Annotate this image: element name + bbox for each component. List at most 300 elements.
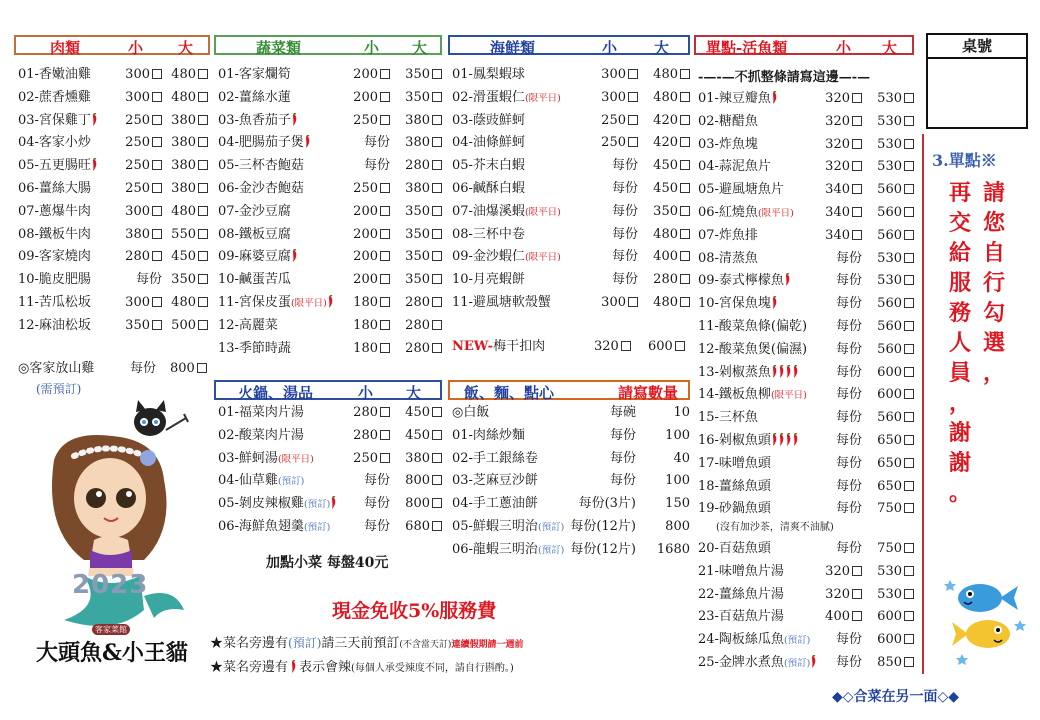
sea-item[interactable] — [452, 110, 692, 133]
large-checkbox[interactable] — [904, 435, 914, 445]
veg-item[interactable] — [218, 110, 444, 133]
large-price-cell — [405, 178, 442, 201]
item-name-text: 12-酸菜魚煲(偏濕) — [698, 341, 808, 357]
veg-item[interactable] — [218, 201, 444, 224]
hotpot-item[interactable] — [218, 516, 444, 539]
meat-item[interactable] — [18, 132, 210, 155]
item-name-text: 03-蔭豉鮮蚵 — [452, 112, 525, 128]
small-price: 每份 — [835, 455, 862, 471]
large-price: 450 — [653, 180, 678, 196]
small-checkbox[interactable] — [852, 611, 862, 621]
sea-item[interactable] — [452, 132, 692, 155]
large-checkbox[interactable] — [904, 634, 914, 644]
small-checkbox[interactable] — [380, 69, 390, 79]
small-checkbox[interactable] — [852, 184, 862, 194]
large-checkbox[interactable] — [904, 503, 914, 513]
large-checkbox[interactable] — [432, 92, 442, 102]
rice-item[interactable] — [452, 448, 692, 471]
item-name-text: 05-鮮蝦三明治 — [452, 518, 538, 534]
large-checkbox[interactable] — [198, 320, 208, 330]
small-price-cell — [364, 155, 390, 178]
rice-item[interactable] — [452, 493, 692, 516]
rice-item[interactable] — [452, 470, 692, 493]
veg-item[interactable] — [218, 269, 444, 292]
large-checkbox[interactable] — [904, 161, 914, 171]
sea-item[interactable] — [452, 292, 692, 315]
small-checkbox[interactable] — [380, 206, 390, 216]
table-number-label: 桌號 — [928, 35, 1026, 59]
sea-item[interactable] — [452, 201, 692, 224]
veg-small-label: 小 — [364, 39, 380, 57]
large-checkbox[interactable] — [432, 320, 442, 330]
veg-item[interactable] — [218, 64, 444, 87]
small-checkbox[interactable] — [380, 297, 390, 307]
fish-item[interactable] — [698, 362, 918, 385]
item-name-text: 17-味噌魚頭 — [698, 455, 771, 471]
large-checkbox[interactable] — [432, 475, 442, 485]
veg-list — [218, 64, 444, 360]
seafood-new-item[interactable] — [452, 336, 692, 358]
small-price: 300 — [601, 294, 626, 310]
large-price: 680 — [405, 518, 430, 534]
large-price-cell — [673, 402, 690, 425]
small-price: 每份 — [609, 427, 636, 443]
large-price-cell — [877, 498, 914, 521]
weekday-only-tag: (限平日) — [524, 252, 561, 264]
small-price-cell — [125, 64, 162, 87]
fish-item[interactable] — [698, 88, 918, 111]
item-name-text: 01-香嫩油雞 — [18, 67, 91, 82]
small-checkbox[interactable] — [380, 183, 390, 193]
rice-item[interactable] — [452, 539, 692, 562]
large-checkbox[interactable] — [680, 229, 690, 239]
small-checkbox[interactable] — [380, 453, 390, 463]
large-price-cell — [653, 87, 690, 110]
small-price-cell — [136, 269, 162, 292]
meat-extra-checkbox[interactable] — [197, 363, 207, 373]
large-checkbox[interactable] — [680, 206, 690, 216]
fish2-item[interactable] — [698, 629, 918, 652]
small-checkbox[interactable] — [152, 137, 162, 147]
large-checkbox[interactable] — [432, 160, 442, 170]
fish-item[interactable] — [698, 179, 918, 202]
large-price: 530 — [877, 563, 902, 579]
small-checkbox[interactable] — [628, 92, 638, 102]
item-name-text: 09-金沙蝦仁 — [452, 249, 525, 265]
fish-item[interactable] — [698, 476, 918, 499]
small-checkbox[interactable] — [628, 137, 638, 147]
large-checkbox[interactable] — [198, 137, 208, 147]
meat-item[interactable] — [18, 155, 210, 178]
large-checkbox[interactable] — [904, 589, 914, 599]
item-name-text: 18-薑絲魚頭 — [698, 478, 771, 494]
large-price: 450 — [405, 427, 430, 443]
item-name-text: 01-肉絲炒麵 — [452, 427, 525, 443]
large-checkbox[interactable] — [432, 206, 442, 216]
seafood-new-label — [452, 336, 545, 358]
large-checkbox[interactable] — [198, 160, 208, 170]
footnote-spicy — [210, 656, 514, 675]
small-checkbox[interactable] — [152, 92, 162, 102]
veg-item[interactable] — [218, 246, 444, 269]
meat-item[interactable] — [18, 224, 210, 247]
large-checkbox[interactable] — [680, 115, 690, 125]
large-checkbox[interactable] — [904, 458, 914, 468]
small-checkbox[interactable] — [152, 69, 162, 79]
small-price: 320 — [825, 91, 850, 106]
veg-item[interactable] — [218, 338, 444, 361]
item-name — [218, 425, 304, 448]
large-checkbox[interactable] — [432, 115, 442, 125]
chili-icon — [771, 365, 778, 378]
small-price: 200 — [353, 226, 378, 242]
instruction-char: 請 — [982, 180, 1005, 206]
fish-item[interactable] — [698, 316, 918, 339]
meat-item[interactable] — [18, 315, 210, 338]
meat-item[interactable] — [18, 178, 210, 201]
rice-item[interactable] — [452, 516, 692, 539]
large-checkbox[interactable] — [904, 139, 914, 149]
small-price: 每份 — [835, 250, 862, 266]
small-price: 180 — [353, 317, 378, 333]
meat-item[interactable] — [18, 246, 210, 269]
item-name — [452, 201, 561, 225]
large-price: 450 — [405, 405, 430, 420]
large-price: 150 — [665, 496, 690, 512]
fish-item[interactable] — [698, 407, 918, 430]
large-checkbox[interactable] — [680, 92, 690, 102]
small-price-cell — [836, 270, 862, 293]
large-price-cell — [653, 64, 690, 87]
small-price-cell — [364, 470, 390, 493]
veg-item[interactable] — [218, 292, 444, 315]
fish-item[interactable] — [698, 134, 918, 157]
small-price-cell — [364, 516, 390, 539]
rice-item[interactable] — [452, 402, 692, 425]
item-name — [18, 155, 98, 178]
item-name-text: 02-滑蛋蝦仁 — [452, 89, 525, 105]
large-checkbox[interactable] — [432, 498, 442, 508]
brand-logo: 大頭魚&小王貓 — [36, 640, 188, 666]
item-name-text: 06-龍蝦三明治 — [452, 541, 538, 557]
large-checkbox[interactable] — [198, 229, 208, 239]
reservation-tag: (預訂) — [303, 499, 331, 511]
veg-item[interactable] — [218, 315, 444, 338]
small-checkbox[interactable] — [380, 407, 390, 417]
meat-item[interactable] — [18, 110, 210, 133]
small-checkbox[interactable] — [380, 115, 390, 125]
large-price-cell — [657, 539, 690, 562]
small-price: 每份 — [835, 432, 862, 448]
fish2-item[interactable] — [698, 652, 918, 675]
small-checkbox[interactable] — [152, 297, 162, 307]
large-checkbox[interactable] — [198, 69, 208, 79]
fish-item[interactable] — [698, 156, 918, 179]
small-checkbox[interactable] — [628, 297, 638, 307]
small-price: 320 — [825, 563, 850, 579]
large-checkbox[interactable] — [904, 481, 914, 491]
small-checkbox[interactable] — [380, 430, 390, 440]
hotpot-item[interactable] — [218, 493, 444, 516]
large-checkbox[interactable] — [198, 251, 208, 261]
veg-item[interactable] — [218, 224, 444, 247]
large-price: 350 — [405, 67, 430, 82]
fish2-item[interactable] — [698, 561, 918, 584]
large-checkbox[interactable] — [904, 207, 914, 217]
sea-item[interactable] — [452, 64, 692, 87]
sea-item[interactable] — [452, 87, 692, 110]
small-checkbox[interactable] — [852, 230, 862, 240]
seafood-new-large-checkbox[interactable] — [675, 341, 685, 351]
meat-item[interactable] — [18, 269, 210, 292]
veg-item[interactable] — [218, 87, 444, 110]
item-name-text: 11-苦瓜松坂 — [18, 294, 91, 310]
small-checkbox[interactable] — [380, 343, 390, 353]
large-checkbox[interactable] — [904, 344, 914, 354]
fish2-item[interactable] — [698, 606, 918, 629]
item-name — [452, 470, 538, 493]
small-price-cell — [836, 430, 862, 453]
large-checkbox[interactable] — [904, 566, 914, 576]
large-price: 420 — [653, 135, 678, 151]
table-number-box[interactable] — [926, 33, 1028, 129]
small-checkbox[interactable] — [380, 274, 390, 284]
large-price: 530 — [877, 273, 902, 289]
small-checkbox[interactable] — [628, 115, 638, 125]
seafood-header — [448, 35, 690, 55]
large-price: 380 — [171, 180, 196, 196]
small-checkbox[interactable] — [380, 320, 390, 330]
fish-item[interactable] — [698, 293, 918, 316]
small-checkbox[interactable] — [852, 93, 862, 103]
item-name — [218, 338, 291, 361]
large-price: 850 — [877, 654, 902, 670]
fish-item[interactable] — [698, 248, 918, 271]
large-price: 560 — [877, 204, 902, 220]
fish-small-label: 小 — [836, 39, 852, 57]
large-checkbox[interactable] — [680, 251, 690, 261]
veg-item[interactable] — [218, 178, 444, 201]
small-price: 每份(3片) — [578, 496, 636, 512]
weekday-only-tag: (限平日) — [770, 390, 807, 402]
seafood-new-small-checkbox[interactable] — [621, 341, 631, 351]
instruction-char: ， — [948, 390, 971, 416]
large-checkbox[interactable] — [904, 611, 914, 621]
fish-item[interactable] — [698, 111, 918, 134]
small-price-cell — [601, 87, 638, 110]
hotpot-item[interactable] — [218, 448, 444, 471]
small-price: 每份 — [611, 158, 638, 174]
large-price: 350 — [405, 203, 430, 219]
large-checkbox[interactable] — [904, 298, 914, 308]
hotpot-item[interactable] — [218, 470, 444, 493]
fish-item[interactable] — [698, 225, 918, 248]
item-name-text: 25-金牌水煮魚 — [698, 654, 784, 670]
small-price-cell — [353, 425, 390, 448]
large-price-cell — [877, 293, 914, 316]
large-checkbox[interactable] — [904, 389, 914, 399]
item-name-text: 01-辣豆瓣魚 — [698, 91, 771, 106]
item-name-text: 03-芝麻豆沙餅 — [452, 473, 538, 489]
item-name — [698, 202, 794, 226]
small-checkbox[interactable] — [380, 229, 390, 239]
large-price: 380 — [405, 180, 430, 196]
small-checkbox[interactable] — [152, 115, 162, 125]
reservation-tag: (預訂) — [783, 635, 811, 647]
small-checkbox[interactable] — [852, 566, 862, 576]
large-price: 280 — [405, 317, 430, 333]
small-price-cell — [364, 132, 390, 155]
small-price-cell — [601, 64, 638, 87]
large-checkbox[interactable] — [680, 274, 690, 284]
meat-item[interactable] — [18, 87, 210, 110]
large-price-cell — [405, 292, 442, 315]
large-checkbox[interactable] — [904, 93, 914, 103]
meat-small-label: 小 — [128, 39, 144, 57]
fish-item[interactable] — [698, 384, 918, 407]
fish-item[interactable] — [698, 202, 918, 225]
small-checkbox[interactable] — [852, 161, 862, 171]
small-price: 200 — [353, 67, 378, 82]
large-checkbox[interactable] — [198, 297, 208, 307]
fish-item[interactable] — [698, 430, 918, 453]
large-checkbox[interactable] — [432, 521, 442, 531]
fish-item[interactable] — [698, 453, 918, 476]
large-checkbox[interactable] — [198, 274, 208, 284]
sea-item[interactable] — [452, 224, 692, 247]
large-checkbox[interactable] — [680, 297, 690, 307]
large-price: 380 — [171, 158, 196, 174]
small-checkbox[interactable] — [152, 229, 162, 239]
large-checkbox[interactable] — [432, 343, 442, 353]
small-price-cell — [125, 87, 162, 110]
small-price-cell — [836, 362, 862, 385]
seafood-small-label: 小 — [602, 39, 618, 57]
small-checkbox[interactable] — [852, 139, 862, 149]
sea-item[interactable] — [452, 155, 692, 178]
large-price: 480 — [171, 294, 196, 310]
meat-item[interactable] — [18, 292, 210, 315]
large-checkbox[interactable] — [680, 137, 690, 147]
sea-item[interactable] — [452, 178, 692, 201]
small-checkbox[interactable] — [628, 69, 638, 79]
large-checkbox[interactable] — [198, 183, 208, 193]
large-price: 650 — [877, 455, 902, 471]
small-checkbox[interactable] — [152, 251, 162, 261]
large-price-cell — [405, 516, 442, 539]
large-checkbox[interactable] — [904, 253, 914, 263]
hotpot-item[interactable] — [218, 425, 444, 448]
item-name — [218, 516, 330, 540]
large-checkbox[interactable] — [432, 251, 442, 261]
item-name-text: 12-高麗菜 — [218, 317, 278, 333]
weekday-only-tag: (限平日) — [524, 206, 561, 218]
large-checkbox[interactable] — [198, 115, 208, 125]
small-checkbox[interactable] — [152, 320, 162, 330]
small-checkbox[interactable] — [380, 251, 390, 261]
item-name-text: 11-宮保皮蛋 — [218, 294, 291, 310]
item-name-text: 06-鹹酥白蝦 — [452, 180, 525, 196]
small-checkbox[interactable] — [152, 206, 162, 216]
small-checkbox[interactable] — [852, 589, 862, 599]
small-checkbox[interactable] — [852, 207, 862, 217]
meat-item[interactable] — [18, 64, 210, 87]
fish-list-2 — [698, 538, 918, 675]
item-name-text: 08-清蒸魚 — [698, 250, 758, 266]
large-checkbox[interactable] — [432, 430, 442, 440]
sea-item[interactable] — [452, 269, 692, 292]
rice-item[interactable] — [452, 425, 692, 448]
large-price-cell — [877, 584, 914, 607]
large-price-cell — [171, 269, 208, 292]
large-checkbox[interactable] — [432, 137, 442, 147]
large-checkbox[interactable] — [432, 453, 442, 463]
large-checkbox[interactable] — [904, 321, 914, 331]
item-name — [452, 402, 489, 425]
large-checkbox[interactable] — [904, 543, 914, 553]
large-checkbox[interactable] — [904, 657, 914, 667]
large-checkbox[interactable] — [904, 184, 914, 194]
large-checkbox[interactable] — [432, 229, 442, 239]
fish-item[interactable] — [698, 270, 918, 293]
large-checkbox[interactable] — [904, 412, 914, 422]
large-checkbox[interactable] — [680, 183, 690, 193]
item-name — [698, 225, 758, 248]
large-price-cell — [171, 201, 208, 224]
fish2-item[interactable] — [698, 538, 918, 561]
large-checkbox[interactable] — [904, 275, 914, 285]
veg-item[interactable] — [218, 132, 444, 155]
veg-item[interactable] — [218, 155, 444, 178]
large-checkbox[interactable] — [198, 206, 208, 216]
small-checkbox[interactable] — [152, 160, 162, 170]
large-price-cell — [171, 224, 208, 247]
small-price-cell — [825, 88, 862, 111]
fish-item[interactable] — [698, 339, 918, 362]
small-checkbox[interactable] — [152, 183, 162, 193]
large-price: 480 — [653, 294, 678, 310]
meat-extra-item[interactable] — [18, 358, 210, 380]
large-checkbox[interactable] — [680, 69, 690, 79]
large-checkbox[interactable] — [680, 160, 690, 170]
small-price-cell — [125, 246, 162, 269]
small-price-cell — [353, 110, 390, 133]
item-name — [18, 64, 91, 87]
large-checkbox[interactable] — [432, 69, 442, 79]
large-checkbox[interactable] — [198, 92, 208, 102]
fish2-item[interactable] — [698, 584, 918, 607]
item-name-text: 06-海鮮魚翅羹 — [218, 518, 304, 534]
sea-item[interactable] — [452, 246, 692, 269]
large-checkbox[interactable] — [432, 183, 442, 193]
large-checkbox[interactable] — [432, 297, 442, 307]
large-checkbox[interactable] — [904, 116, 914, 126]
large-checkbox[interactable] — [904, 230, 914, 240]
small-checkbox[interactable] — [852, 116, 862, 126]
large-price-cell — [877, 606, 914, 629]
item-name — [698, 88, 778, 111]
item-name — [18, 315, 91, 338]
large-checkbox[interactable] — [904, 367, 914, 377]
seafood-new-name: 梅干扣肉 — [493, 339, 546, 354]
large-checkbox[interactable] — [432, 407, 442, 417]
small-price: 每份 — [363, 158, 390, 174]
small-checkbox[interactable] — [380, 92, 390, 102]
large-checkbox[interactable] — [432, 274, 442, 284]
meat-item[interactable] — [18, 201, 210, 224]
hotpot-item[interactable] — [218, 402, 444, 425]
footnote-reserve-d: (不含當天訂) — [399, 640, 452, 650]
